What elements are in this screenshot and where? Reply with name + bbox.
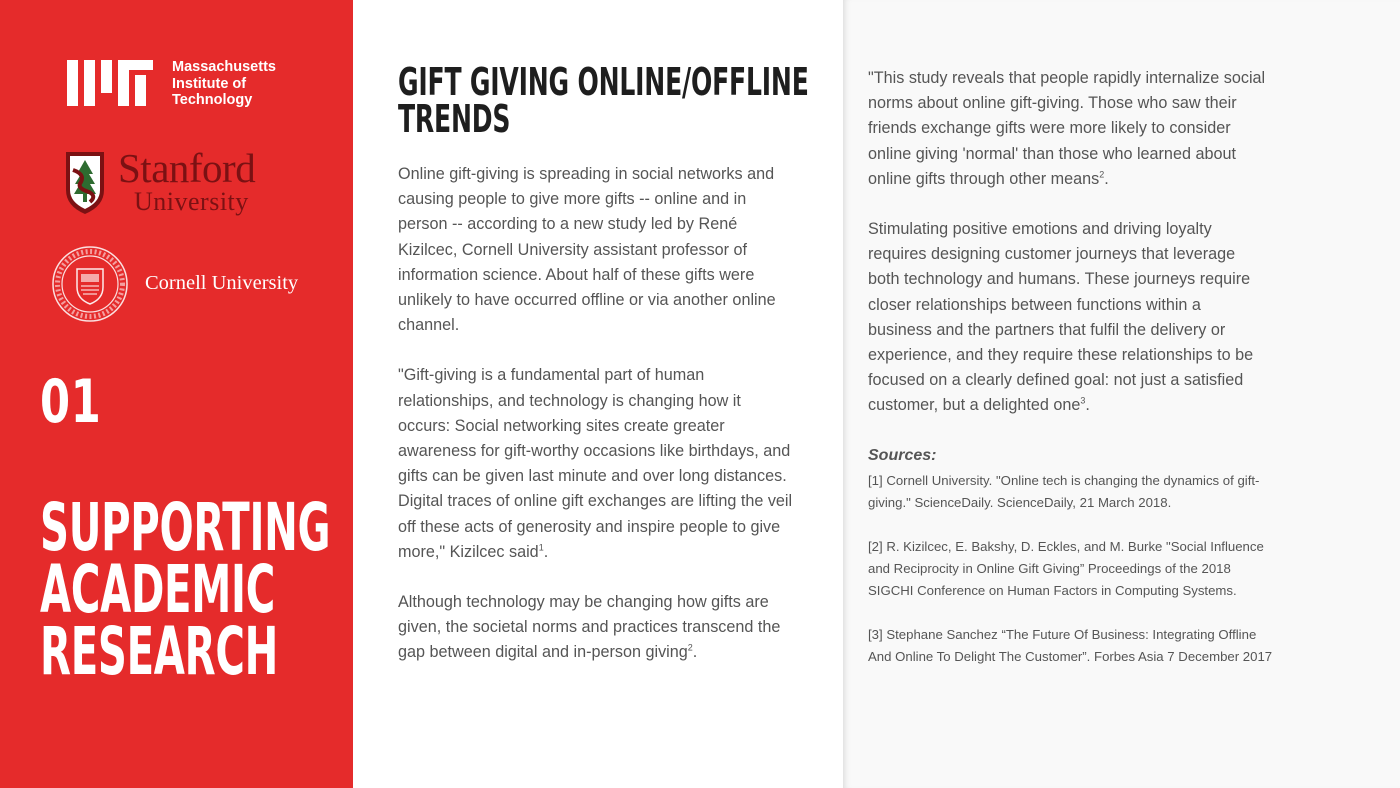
stanford-subtitle: University bbox=[134, 187, 249, 216]
source-item: [2] R. Kizilcec, E. Bakshy, D. Eckles, and M. Burke "Social Influence and Reciprocity in Online Gift Giving” Proceedings of the 2018 SIGCHI Conference on Human Factors in Computing Systems. bbox=[868, 539, 1264, 598]
article-title bbox=[398, 60, 809, 141]
body-paragraph: "Gift-giving is a fundamental part of human relationships, and technology is changing how it occurs: Social networking sites create greater awareness for gift-worthy occasions like birthdays, and gifts can be given last minute and over long distances. Digital traces of online gift exchanges are lifting the veil off these acts of generosity and inspire people to give more," Kizilcec said$^1$. bbox=[398, 366, 793, 561]
body-paragraph: Although technology may be changing how gifts are given, the societal norms and practices transcend the gap between digital and in-person giving$^2$. bbox=[398, 593, 781, 662]
section-number: 01 bbox=[40, 367, 102, 437]
stanford-name: Stanford bbox=[118, 145, 256, 191]
mit-logo-text: Massachusetts Institute of Technology bbox=[172, 59, 276, 108]
article-title-line: TRENDS bbox=[398, 97, 511, 141]
mit-logo-icon bbox=[67, 60, 155, 108]
article-title-line: GIFT GIVING ONLINE/OFFLINE bbox=[398, 60, 809, 104]
footnote-ref: 2 bbox=[687, 643, 693, 654]
footnote-ref: 2 bbox=[1099, 169, 1105, 180]
body-paragraph: Stimulating positive emotions and driving loyalty requires designing customer journeys that leverage both technology and humans. These journeys require closer relationships between functions within a business and the partners that fulfil the delivery or experience, and they require these relationships to be focused on a clearly defined goal: not just a satisfied customer, but a delighted one$^3$. bbox=[868, 220, 1254, 415]
section-title-line: SUPPORTING bbox=[40, 489, 331, 566]
quote-paragraph: "This study reveals that people rapidly internalize social norms about online gift-giving. Those who saw their friends exchange gifts were more likely to consider online giving 'normal' than those who learned about online gifts through other means$^2$. bbox=[868, 69, 1266, 188]
cornell-name: Cornell University bbox=[145, 272, 299, 294]
footnote-ref: 3 bbox=[1080, 396, 1086, 407]
cornell-seal-icon bbox=[51, 245, 129, 323]
article-body bbox=[398, 162, 793, 691]
section-title bbox=[40, 489, 331, 690]
body-paragraph: Online gift-giving is spreading in social networks and causing people to give more gifts -- online and in person -- according to a new study led by René Kizilcec, Cornell University assistant professor of information science. About half of these gifts were unlikely to have occurred offline or via another online channel. bbox=[398, 165, 776, 335]
footnote-ref: 1 bbox=[538, 542, 544, 553]
section-title-line: RESEARCH bbox=[40, 613, 278, 690]
sources-list bbox=[868, 470, 1273, 690]
section-title-line: ACADEMIC bbox=[40, 551, 275, 628]
source-item: [3] Stephane Sanchez “The Future Of Business: Integrating Offline And Online To Delight The Customer”. Forbes Asia 7 December 2017 bbox=[868, 627, 1273, 664]
sources-heading: Sources: bbox=[868, 447, 937, 464]
stanford-tree-icon bbox=[64, 150, 106, 216]
source-item: [1] Cornell University. "Online tech is changing the dynamics of gift-giving." ScienceDaily. ScienceDaily, 21 March 2018. bbox=[868, 473, 1260, 510]
right-body bbox=[868, 66, 1268, 444]
